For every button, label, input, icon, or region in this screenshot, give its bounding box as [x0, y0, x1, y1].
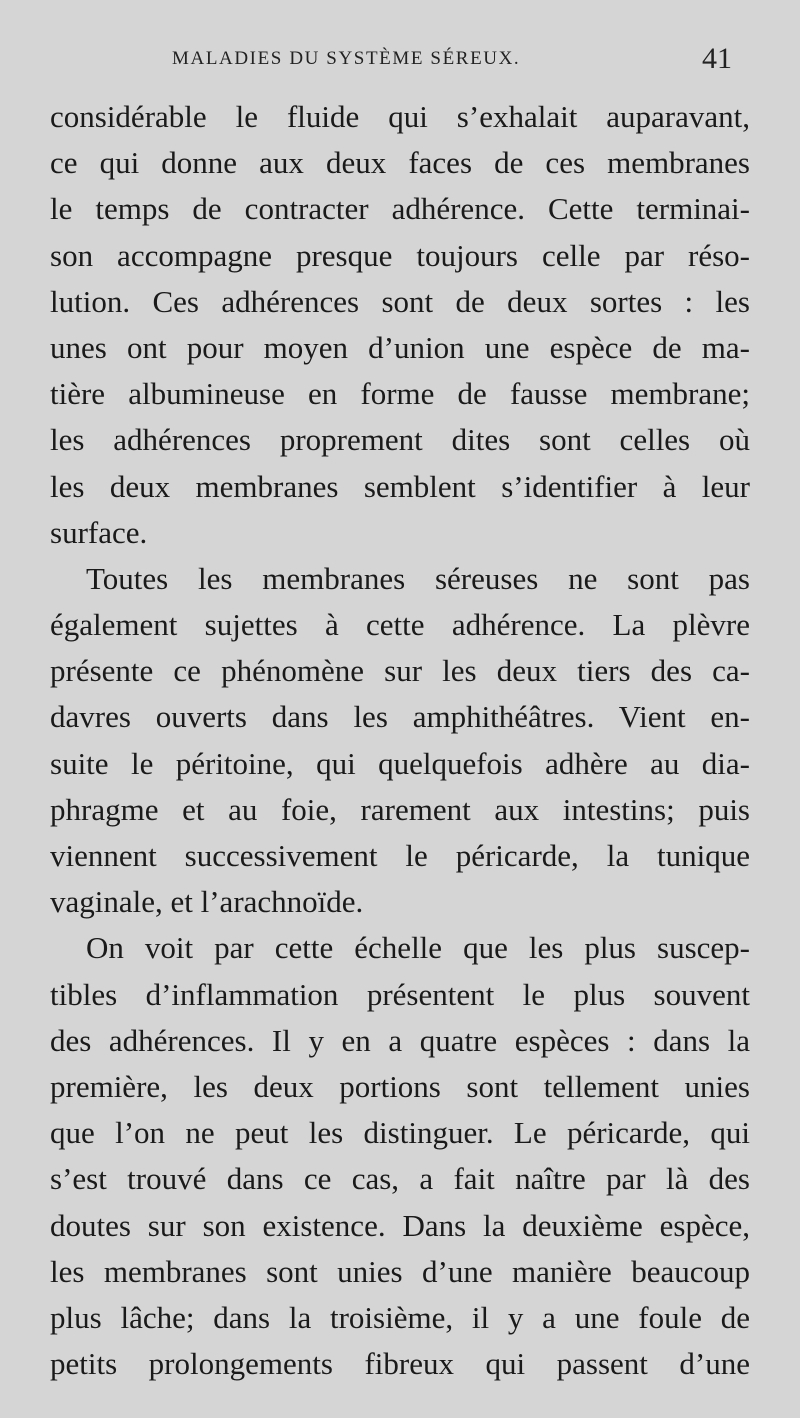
- text-line: tière albumineuse en forme de fausse membrane;: [50, 376, 750, 412]
- text-line: le temps de contracter adhérence. Cette terminai-: [50, 191, 750, 227]
- text-line: lution. Ces adhérences sont de deux sortes : les: [50, 283, 750, 319]
- text-line: viennent successivement le péricarde, la tunique: [50, 838, 750, 873]
- text-line: présente ce phénomène sur les deux tiers des ca-: [50, 653, 750, 689]
- text-line: surface.: [50, 514, 148, 550]
- text-line: suite le péritoine, qui quelquefois adhère au dia-: [50, 745, 750, 781]
- text-line: les adhérences proprement dites sont celles où: [50, 422, 750, 458]
- text-line: petits prolongements fibreux qui passent d’une: [50, 1346, 750, 1382]
- paragraph-1: [50, 94, 750, 556]
- text-line: son accompagne presque toujours celle par réso-: [50, 237, 750, 273]
- paragraph-2: [50, 556, 750, 926]
- page-number: 41: [702, 42, 732, 75]
- text-line: s’est trouvé dans ce cas, a fait naître par là des: [50, 1161, 750, 1197]
- body-text: [50, 94, 750, 1387]
- text-line: que l’on ne peut les distinguer. Le péricarde, qui: [50, 1115, 750, 1151]
- text-line: tibles d’inflammation présentent le plus souvent: [50, 976, 750, 1012]
- page-header: [0, 42, 800, 76]
- text-line: doutes sur son existence. Dans la deuxième espèce,: [50, 1207, 750, 1243]
- text-line: des adhérences. Il y en a quatre espèces : dans la: [50, 1022, 750, 1058]
- text-line: plus lâche; dans la troisième, il y a une foule de: [50, 1299, 750, 1335]
- text-line: les membranes sont unies d’une manière beaucoup: [50, 1253, 750, 1289]
- text-line: On voit par cette échelle que les plus suscep-: [86, 930, 750, 966]
- text-line: phragme et au foie, rarement aux intestins; puis: [50, 791, 750, 827]
- text-line: les deux membranes semblent s’identifier à leur: [50, 468, 750, 504]
- text-line: également sujettes à cette adhérence. La plèvre: [50, 607, 750, 643]
- text-line: considérable le fluide qui s’exhalait auparavant,: [50, 99, 750, 134]
- text-line: unes ont pour moyen d’union une espèce de ma-: [50, 329, 750, 365]
- text-line: davres ouverts dans les amphithéâtres. Vient en-: [50, 699, 750, 735]
- text-line: vaginale, et l’arachnoïde.: [50, 884, 364, 920]
- text-line: ce qui donne aux deux faces de ces membranes: [50, 145, 750, 181]
- text-line: Toutes les membranes séreuses ne sont pas: [86, 560, 750, 596]
- paragraph-3: [50, 925, 750, 1387]
- running-title: MALADIES DU SYSTÈME SÉREUX.: [172, 48, 521, 69]
- text-line: première, les deux portions sont tellement unies: [50, 1068, 750, 1104]
